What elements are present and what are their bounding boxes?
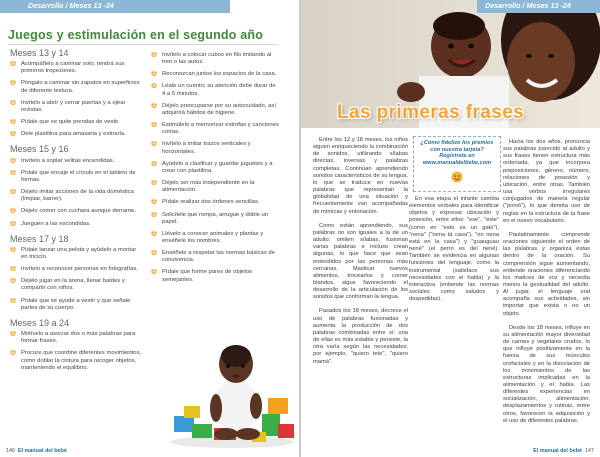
activity-item bbox=[10, 119, 142, 126]
bullet-icon bbox=[10, 61, 16, 68]
bullet-icon bbox=[10, 158, 16, 165]
smiley-icon bbox=[451, 170, 463, 182]
activity-text: Invítelo a imitar trazos verticales y horizontales. bbox=[162, 141, 251, 155]
activity-text: Solicítele que rompa, arrugue y doble un papel. bbox=[162, 211, 269, 225]
bullet-icon bbox=[10, 278, 16, 285]
age-heading: Meses 17 y 18 bbox=[10, 233, 69, 244]
page-footer bbox=[6, 448, 67, 454]
activity-item bbox=[151, 199, 279, 206]
bullet-icon bbox=[10, 119, 16, 126]
article-column-1 bbox=[313, 137, 408, 373]
article-paragraph: Desde los 18 meses, influye en su alimentación mayor diversidad de carnes y vegetales crudos, lo que influye positivamente en la fuerza de sus músculos orofaciales y en la disociación de los movimientos de las estructuras implicadas en la alimentación y el habla. Las diferentes experiencias en socialización, alimentación, desplazamientos y rutinas, entre otros, favorecen la adquisición y el uso de diferentes palabras. bbox=[503, 324, 590, 424]
age-heading: Meses 13 y 14 bbox=[10, 48, 69, 58]
activity-item bbox=[10, 189, 142, 203]
activity-text: Déjelo preocuparse por su autocuidado, así adquirirá hábitos de higiene. bbox=[162, 102, 276, 116]
activity-item bbox=[151, 212, 279, 226]
bullet-icon bbox=[151, 52, 157, 59]
bullet-icon bbox=[10, 208, 16, 215]
brand-logo: El manual del bebé bbox=[533, 448, 582, 454]
activity-text: Invítelo a colocar cubos en filo imitando al tren o las autos. bbox=[162, 52, 272, 66]
article-paragraph: Pasados los 18 meses, decrece el uso de palabras fusionadas y aumenta la producción de dos palabras combinadas entre sí: una de ellas es más estable y persiste, la otra varía según las necesidades; por ejemplo, "quiero tete", "quiero mamá". bbox=[313, 308, 408, 365]
article-paragraph: Como están aprendiendo, sus palabras no son iguales a la de un adulto: omiten sílabas, fusionan varias palabras e incluso crean algunas, lo que hace que sean entendidos por las personas más cercanas. Masticar nuevos alimentos, trocearlos y comer blandos, sigue favoreciendo el desarrollo de la articulación de los sonidos que conforman la lengua. bbox=[313, 222, 408, 301]
activity-text: Procure que coordine diferentes movimientos, como doblar la cintura para recoger objetos, manteniendo el equilibrio. bbox=[21, 350, 142, 371]
activity-item bbox=[151, 71, 279, 78]
activity-text: Déjelo jugar en la arena, llenar baldes y compartir con niños. bbox=[21, 278, 125, 292]
activity-item bbox=[10, 61, 142, 75]
bullet-icon bbox=[10, 331, 16, 338]
article-paragraph: Hacia los dos años, pronuncia sus palabras parecido al adulto y sus frases tienen estructura más ordenada, ya que incorpora preposiciones, género, número, relaciones de posesión y ubicación, entre otras. También usa verbos irregulares conjugados de manera regular ("ponió"), lo que denota uso de reglas en la estructura de la frase en el nuevo vocabulario. bbox=[503, 139, 590, 224]
activity-item bbox=[151, 161, 279, 175]
activities-column-2 bbox=[151, 52, 279, 289]
bullet-icon bbox=[151, 250, 157, 257]
bullet-icon bbox=[10, 247, 16, 254]
activity-item bbox=[10, 298, 142, 312]
bullet-icon bbox=[151, 83, 157, 90]
article-column-3 bbox=[503, 139, 590, 432]
activity-text: Pídale que se ayude a vestir y que señale partes de su cuerpo. bbox=[21, 297, 131, 311]
activity-text: Pídale lanzar una pelota y ayúdelo a montar en triciclo. bbox=[21, 246, 137, 260]
bullet-icon bbox=[10, 298, 16, 305]
header-label: Desarrollo / Meses 13 -24 bbox=[485, 1, 571, 10]
page-footer bbox=[533, 448, 594, 454]
activity-item bbox=[151, 83, 279, 97]
right-page bbox=[301, 0, 600, 457]
activity-item bbox=[151, 103, 279, 117]
bullet-icon bbox=[151, 180, 157, 187]
activity-text: Léale un cuento; su atención debe durar de 4 a 5 minutos. bbox=[162, 83, 276, 97]
bullet-icon bbox=[10, 221, 16, 228]
activity-item bbox=[10, 170, 142, 184]
activity-text: Déjelo comer con cuchara aunque derrame. bbox=[21, 208, 136, 215]
bullet-icon bbox=[151, 199, 157, 206]
left-page bbox=[0, 0, 299, 457]
promo-box[interactable] bbox=[413, 136, 501, 192]
activity-item bbox=[10, 247, 142, 261]
activity-item bbox=[151, 250, 279, 264]
activity-text: Enséñele a respetar las normas básicas de convivencia. bbox=[162, 250, 275, 264]
header-label: Desarrollo / Meses 13 -24 bbox=[28, 1, 114, 10]
activity-item bbox=[10, 208, 142, 215]
promo-text: ¿Cómo fidelizo los premios con nuestra tarjeta? Regístrate en www.manualdelbebe.com bbox=[420, 140, 494, 166]
activity-item bbox=[10, 266, 142, 273]
activity-text: Póngalo a caminar sin zapatos en superficies de diferente textura. bbox=[21, 80, 140, 94]
activity-item bbox=[10, 158, 142, 165]
bullet-icon bbox=[151, 231, 157, 238]
page-number: 146 bbox=[6, 448, 15, 454]
activity-item bbox=[10, 100, 142, 114]
activity-text: Invítelo a soplar velitas encendidas. bbox=[21, 157, 115, 164]
activity-text: Pídale que se quite prendas de vestir. bbox=[21, 119, 120, 126]
activity-item bbox=[10, 221, 142, 228]
activity-text: Motívelo a asociar dos o más palabras para formar frases. bbox=[21, 331, 136, 345]
bullet-icon bbox=[151, 161, 157, 168]
brand-logo: El manual del bebé bbox=[18, 448, 67, 454]
article-paragraph: Paulatinamente comprende oraciones siguiendo el orden de las palabras y organiza éstas dentro de la oración. Su comprensión sigue aumentando, entiende oraciones diferenciando los matices de voz y necesita menos la gestualidad del adulto. Al jugar, el lenguaje oral acompaña sus actividades, sin importar que exista o no un objeto. bbox=[503, 231, 590, 317]
activity-item bbox=[10, 350, 142, 371]
age-heading: Meses 19 a 24 bbox=[10, 317, 70, 328]
bullet-icon bbox=[151, 212, 157, 219]
bullet-icon bbox=[10, 170, 16, 177]
activity-text: Jueguen a las escondidas. bbox=[21, 220, 91, 227]
activity-item bbox=[10, 278, 142, 292]
article-paragraph: Entre los 12 y 18 meses, los niños siguen enriqueciendo la combinación de sonidos, utilizando sílabas directas, inversas y palabras completas. Continúan aprendiendo sonidos característicos de su lengua, lo que se traduce en nuevas palabras que representan la globalidad de una situación y frecuentemente van acompañadas de mímicas y entonación. bbox=[313, 137, 408, 215]
activity-text: Dele plastilina para amasarla y estirarla. bbox=[21, 131, 126, 138]
activity-text: Estimúlelo a memorizar estrofas y canciones cortas. bbox=[162, 122, 279, 136]
activity-text: Ayúdelo a clasificar y guardar juguetes y a crear con plastilina. bbox=[162, 160, 273, 174]
age-heading: Meses 15 y 16 bbox=[10, 144, 69, 155]
activities-column-1 bbox=[10, 50, 142, 377]
bullet-icon bbox=[10, 350, 16, 357]
activity-text: Déjelo imitar acciones de la vida doméstica (limpiar, barrer). bbox=[21, 189, 134, 203]
title-divider bbox=[8, 44, 278, 45]
activity-text: Reconozcan juntos los espacios de la casa. bbox=[162, 71, 277, 78]
activity-text: Invítelo a reconocer personas en fotografías. bbox=[21, 266, 138, 273]
activity-text: Acompáñelo a caminar solo, tendrá sus primeros tropezones. bbox=[21, 61, 125, 75]
article-paragraph: En esa etapa el infante cambia elementos verbales para identificar objetos y expresar ubicación y posesión, entre ellos: "ese", "este" (como en "esto es un gato"), "nena" ("nena tá casa"), "no nena está en la casa") y "guauguau nené" (el perro es del nené). También se evidencia en algunas funciones del lenguaje, como la instrumental (satisface sus necesidades con el habla) y la interactiva (entiende las normas sociales como saludos y despedidas). bbox=[409, 196, 499, 303]
bullet-icon bbox=[151, 71, 157, 78]
activity-item bbox=[151, 269, 279, 283]
activity-text: Pídale que forme pares de objetos semejantes. bbox=[162, 269, 253, 283]
activity-item bbox=[10, 331, 142, 345]
activity-text: Invítelo a abrir y cerrar puertas y a ojear revistas. bbox=[21, 99, 126, 113]
activity-item bbox=[151, 231, 279, 245]
bullet-icon bbox=[151, 103, 157, 110]
bullet-icon bbox=[10, 100, 16, 107]
activity-item bbox=[151, 52, 279, 66]
activity-item bbox=[151, 180, 279, 194]
article-column-2 bbox=[409, 196, 499, 310]
bullet-icon bbox=[151, 269, 157, 276]
bullet-icon bbox=[151, 141, 157, 148]
baby-playing-photo bbox=[152, 328, 298, 448]
bullet-icon bbox=[10, 266, 16, 273]
page-number: 147 bbox=[585, 448, 594, 454]
header-bar bbox=[0, 0, 230, 13]
activity-text: Pídale realizar dos órdenes sencillas. bbox=[162, 199, 260, 206]
bullet-icon bbox=[10, 80, 16, 87]
bullet-icon bbox=[10, 131, 16, 138]
activity-item bbox=[151, 141, 279, 155]
activity-item bbox=[10, 80, 142, 94]
activity-item bbox=[10, 131, 142, 138]
bullet-icon bbox=[151, 122, 157, 129]
activity-item bbox=[151, 122, 279, 136]
section-title: Juegos y estimulación en el segundo año bbox=[8, 28, 264, 42]
header-bar bbox=[477, 0, 600, 13]
activity-text: Déjelo ser más independiente en la alimentación. bbox=[162, 180, 255, 194]
article-headline: Las primeras frases bbox=[337, 102, 525, 123]
activity-text: Pídale que encaje el círculo en el tablero de formas. bbox=[21, 169, 136, 183]
activity-text: Llévelo a conocer animales y plantas y enséñele los nombres. bbox=[162, 230, 264, 244]
bullet-icon bbox=[10, 189, 16, 196]
